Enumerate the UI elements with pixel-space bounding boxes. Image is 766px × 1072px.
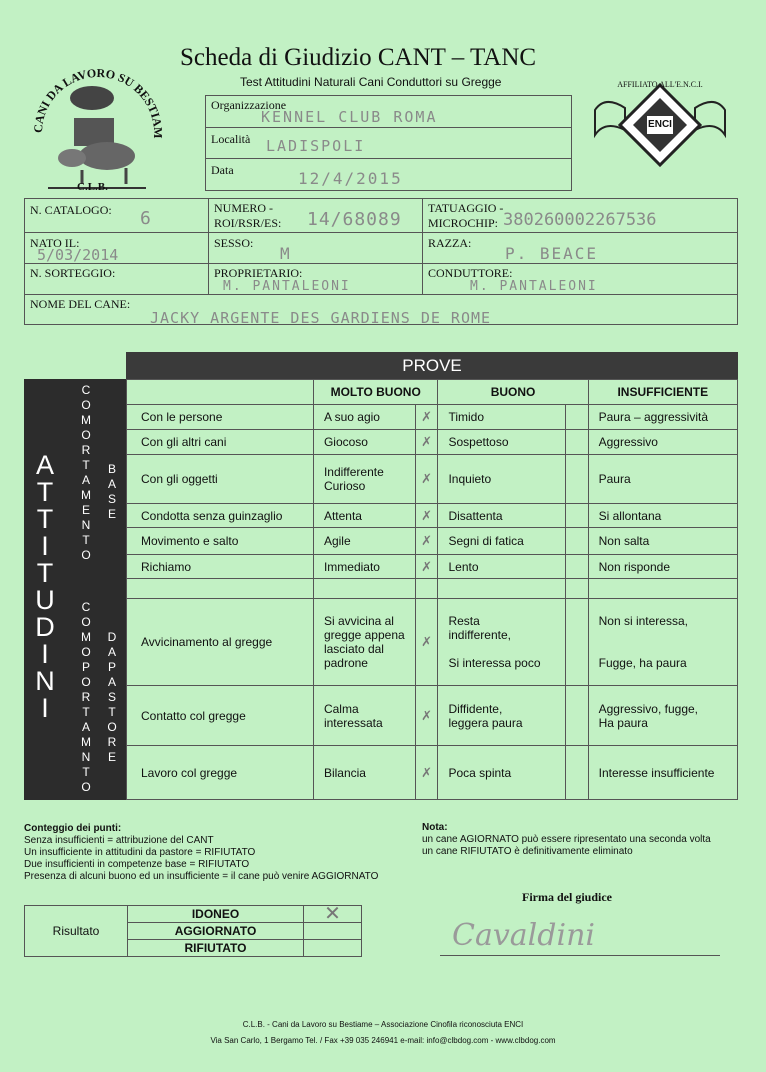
molto-buono-cell[interactable]: Immediato (313, 555, 415, 579)
clb-logo (22, 38, 172, 198)
molto-buono-cell[interactable]: Si avvicina al gregge appena lasciato dal padrone (313, 599, 415, 686)
tatuaggio-value[interactable]: 380260002267536 (503, 210, 657, 230)
result-rifiutato[interactable]: RIFIUTATO (128, 940, 304, 957)
logo-ring-text: CANI DA LAVORO SU BESTIAM (30, 65, 166, 139)
molto-buono-cell[interactable]: Bilancia (313, 746, 415, 800)
buono-mark[interactable] (565, 746, 588, 800)
table-row (127, 405, 738, 430)
insufficiente-cell[interactable]: Non salta (588, 528, 737, 555)
table-row (127, 430, 738, 455)
result-label: Risultato (25, 906, 128, 957)
event-box (205, 95, 572, 191)
org-label: Organizzazione (211, 98, 287, 112)
criterion-label: Movimento e salto (127, 528, 314, 555)
buono-cell[interactable]: Disattenta (438, 504, 565, 528)
proprietario-value[interactable]: M. PANTALEONI (223, 279, 351, 294)
insufficiente-cell[interactable]: Non si interessa, Fugge, ha paura (588, 599, 737, 686)
molto-buono-mark[interactable]: ✗ (415, 746, 438, 800)
col-insufficiente: INSUFFICIENTE (588, 380, 737, 405)
nota-block (422, 822, 742, 858)
molto-buono-mark[interactable]: ✗ (415, 599, 438, 686)
buono-mark[interactable] (565, 455, 588, 504)
catalogo-label: N. CATALOGO: (30, 203, 112, 217)
date-value[interactable]: 12/4/2015 (298, 169, 403, 188)
scoring-line: Presenza di alcuni buono ed un insufficiente = il cane può venire AGGIORNATO (24, 871, 379, 882)
criterion-label: Contatto col gregge (127, 686, 314, 746)
insufficiente-cell[interactable]: Paura (588, 455, 737, 504)
molto-buono-mark[interactable]: ✗ (415, 405, 438, 430)
column-header-row (127, 380, 738, 405)
numero-value[interactable]: 14/68089 (307, 209, 402, 230)
enci-seal (585, 80, 735, 170)
side-da-pastore: D A P A S T O R E (107, 630, 117, 764)
numero-label-2: ROI/RSR/ES: (214, 216, 282, 230)
buono-cell[interactable]: Inquieto (438, 455, 565, 504)
scoring-line: Senza insufficienti = attribuzione del CANT (24, 835, 214, 846)
nato-label: NATO IL: (30, 236, 80, 250)
conduttore-value[interactable]: M. PANTALEONI (470, 279, 598, 294)
sesso-value[interactable]: M (280, 244, 292, 263)
molto-buono-mark[interactable]: ✗ (415, 455, 438, 504)
sorteggio-label: N. SORTEGGIO: (30, 266, 116, 280)
side-comportamento-pastore: C O M O P O R T A M N T O (81, 600, 91, 794)
prove-header (126, 352, 738, 379)
numero-label-1: NUMERO - (214, 201, 273, 215)
proprietario-label: PROPRIETARIO: (214, 266, 303, 280)
loc-label: Località (211, 132, 251, 146)
insufficiente-cell[interactable]: Interesse insufficiente (588, 746, 737, 800)
buono-mark[interactable] (565, 504, 588, 528)
buono-cell[interactable]: Lento (438, 555, 565, 579)
table-row (127, 555, 738, 579)
molto-buono-cell[interactable]: Agile (313, 528, 415, 555)
org-value[interactable]: KENNEL CLUB ROMA (261, 108, 438, 126)
col-buono: BUONO (438, 380, 588, 405)
result-aggiornato[interactable]: AGGIORNATO (128, 923, 304, 940)
buono-mark[interactable] (565, 405, 588, 430)
dog-info-grid (24, 198, 738, 325)
buono-mark[interactable] (565, 599, 588, 686)
loc-value[interactable]: LADISPOLI (266, 137, 366, 155)
insufficiente-cell[interactable]: Aggressivo (588, 430, 737, 455)
molto-buono-cell[interactable]: Giocoso (313, 430, 415, 455)
molto-buono-mark[interactable]: ✗ (415, 686, 438, 746)
criterion-label: Avvicinamento al gregge (127, 599, 314, 686)
table-row (127, 599, 738, 686)
nota-line: un cane RIFIUTATO è definitivamente eliminato (422, 846, 633, 857)
buono-cell[interactable]: Sospettoso (438, 430, 565, 455)
result-aggiornato-mark[interactable] (304, 923, 362, 940)
molto-buono-cell[interactable]: A suo agio (313, 405, 415, 430)
razza-label: RAZZA: (428, 236, 472, 250)
footer-line-2: Via San Carlo, 1 Bergamo Tel. / Fax +39 035 246941 e-mail: info@clbdog.com - www.clbdog.com (210, 1036, 556, 1045)
molto-buono-cell[interactable]: Indifferente Curioso (313, 455, 415, 504)
molto-buono-mark[interactable]: ✗ (415, 555, 438, 579)
buono-cell[interactable]: Diffidente, leggera paura (438, 686, 565, 746)
insufficiente-cell[interactable]: Si allontana (588, 504, 737, 528)
scoring-block (24, 823, 424, 883)
result-table (24, 905, 362, 957)
side-base: B A S E (107, 462, 116, 521)
nota-title: Nota: (422, 822, 448, 833)
page-title: Scheda di Giudizio CANT – TANC (180, 44, 537, 71)
tatuaggio-label-2: MICROCHIP: (428, 216, 499, 230)
buono-mark[interactable] (565, 555, 588, 579)
spacer-row (127, 579, 738, 599)
seal-initials: ENCI (648, 119, 672, 130)
signature-label: Firma del giudice (522, 890, 612, 904)
table-row (127, 504, 738, 528)
logo-caption: C.L.B. (77, 181, 108, 193)
buono-cell[interactable]: Timido (438, 405, 565, 430)
criterion-label: Con gli oggetti (127, 455, 314, 504)
seal-text: AFFILIATO ALL'E.N.C.I. (617, 80, 703, 89)
criterion-label: Lavoro col gregge (127, 746, 314, 800)
prove-table (126, 379, 738, 800)
table-row (127, 686, 738, 746)
molto-buono-mark[interactable]: ✗ (415, 528, 438, 555)
signature-line (440, 955, 720, 956)
result-idoneo[interactable]: IDONEO (128, 906, 304, 923)
tatuaggio-label-1: TATUAGGIO - (428, 201, 504, 215)
nato-value[interactable]: 5/03/2014 (37, 246, 119, 264)
result-idoneo-mark[interactable]: ✕ (304, 906, 362, 923)
buono-mark[interactable] (565, 686, 588, 746)
criterion-label: Condotta senza guinzaglio (127, 504, 314, 528)
table-row (127, 746, 738, 800)
side-comportamento-base: C O M O R T A M E N T O (81, 383, 91, 562)
signature-value: Cavaldini (452, 918, 595, 953)
side-attitudini: A T T I T U D I N I (35, 450, 55, 723)
sesso-label: SESSO: (214, 236, 254, 250)
buono-cell[interactable]: Poca spinta (438, 746, 565, 800)
molto-buono-cell[interactable]: Calma interessata (313, 686, 415, 746)
result-rifiutato-mark[interactable] (304, 940, 362, 957)
table-row (127, 528, 738, 555)
nome-label: NOME DEL CANE: (30, 297, 131, 311)
insufficiente-cell[interactable]: Paura – aggressività (588, 405, 737, 430)
catalogo-value[interactable]: 6 (140, 208, 153, 229)
col-molto-buono: MOLTO BUONO (313, 380, 438, 405)
criterion-label: Richiamo (127, 555, 314, 579)
nome-value[interactable]: JACKY ARGENTE DES GARDIENS DE ROME (150, 309, 492, 327)
footer-line-1: C.L.B. - Cani da Lavoro su Bestiame – Associazione Cinofila riconosciuta ENCI (242, 1020, 524, 1029)
insufficiente-cell[interactable]: Non risponde (588, 555, 737, 579)
buono-mark[interactable] (565, 430, 588, 455)
molto-buono-mark[interactable]: ✗ (415, 504, 438, 528)
page-subtitle: Test Attitudini Naturali Cani Conduttori su Gregge (240, 75, 502, 89)
scoring-line: Due insufficienti in competenze base = RIFIUTATO (24, 859, 250, 870)
criterion-label: Con le persone (127, 405, 314, 430)
criterion-label: Con gli altri cani (127, 430, 314, 455)
conduttore-label: CONDUTTORE: (428, 266, 513, 280)
date-label: Data (211, 163, 234, 177)
molto-buono-mark[interactable]: ✗ (415, 430, 438, 455)
scoring-line: Un insufficiente in attitudini da pastore = RIFIUTATO (24, 847, 256, 858)
buono-cell[interactable]: Segni di fatica (438, 528, 565, 555)
buono-cell[interactable]: Resta indifferente, Si interessa poco (438, 599, 565, 686)
molto-buono-cell[interactable]: Attenta (313, 504, 415, 528)
clb-emblem-icon (22, 38, 172, 198)
prove-title: PROVE (402, 356, 462, 375)
insufficiente-cell[interactable]: Aggressivo, fugge, Ha paura (588, 686, 737, 746)
nota-line: un cane AGIORNATO può essere ripresentato una seconda volta (422, 834, 711, 845)
scoring-title: Conteggio dei punti: (24, 823, 122, 834)
table-row (127, 455, 738, 504)
buono-mark[interactable] (565, 528, 588, 555)
razza-value[interactable]: P. BEACE (505, 244, 599, 263)
